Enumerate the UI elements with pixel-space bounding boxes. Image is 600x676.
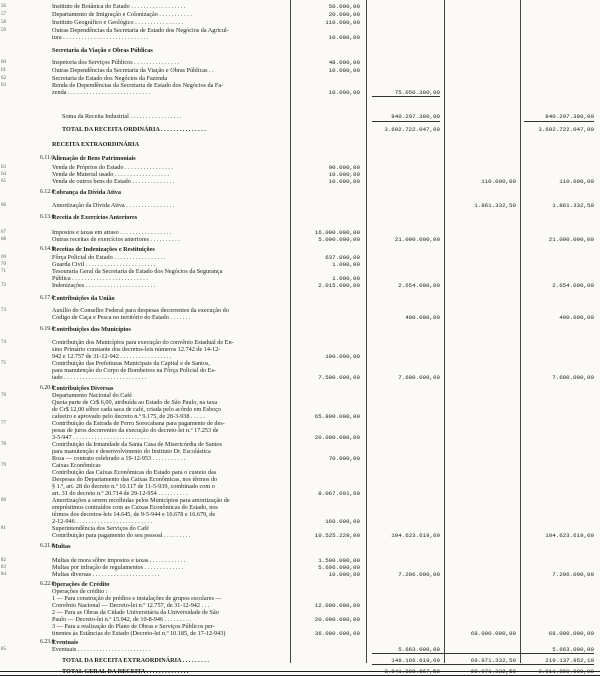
table-row: [0, 235, 600, 244]
amount-col-1: 20.000.000,00: [314, 616, 360, 623]
amount-col-1: 50.000,00: [328, 3, 360, 10]
amount-col-1: 100.000,00: [325, 353, 360, 360]
amount-col-1: 90.000,00: [328, 164, 360, 171]
amount-col-2: 3.841.888.667,50: [384, 668, 440, 675]
amount-col-2: 21.000.000,00: [394, 236, 440, 243]
amount-col-1: 10.000,00: [328, 171, 360, 178]
table-row: [0, 88, 600, 97]
line-description: têrmos dos decretos-leis 14.645, de 9-5-944 e 16.678 e 16.679, de: [52, 511, 216, 518]
table-row: [0, 213, 600, 222]
amount-col-3: 68.000.000,00: [470, 630, 516, 637]
amount-col-1: 70.000,00: [328, 455, 360, 462]
line-description: zenda . . . . . . . . . . . . . . . . . . . . . . . . . . .: [52, 89, 150, 96]
table-row: [0, 177, 600, 186]
line-description: Inspetoria dos Serviços Públicos . . . . . . . . . . . . . . .: [52, 59, 180, 66]
line-description: Contribuições dos Municípios: [52, 326, 131, 333]
line-description: cafeeiro e aprovado pelo decreto n.º 9.175, de 28-3-938 . . . . .: [52, 413, 205, 420]
line-number: 62: [1, 76, 6, 81]
line-description: sino Primário constante dos decretos-leis números 12.742 de 14-12-: [52, 346, 221, 353]
amount-col-4: 219.137.952,10: [545, 657, 594, 664]
line-description: RECEITA EXTRAORDINÁRIA: [52, 141, 140, 148]
table-row: [0, 629, 600, 638]
line-description: Contribuição das Caixas Econômicas do Estado para o custeio das: [52, 469, 217, 476]
line-description: de Cr$ 12,00 sôbre cada saca de café, criada pelo acôrdo em Esboço: [52, 406, 222, 413]
line-description: Alienação de Bens Patrimoniais: [52, 155, 136, 162]
line-description: Amortizações a serem recolhidas pelos Municípios para amortização de: [52, 497, 230, 504]
line-number: 85: [1, 647, 6, 652]
line-description: Venda de Próprios do Estado . . . . . . . . . . . . . . . .: [52, 164, 173, 171]
line-description: Secretaria da Viação e Obras Públicas: [52, 47, 153, 54]
amount-col-2: 7.206.000,00: [398, 571, 440, 578]
amount-col-1: 10.000,00: [328, 178, 360, 185]
amount-col-2: 75.050.380,00: [394, 89, 440, 96]
line-description: Tesouraria Geral da Secretaria de Estado dos Negócios da Segurança: [52, 268, 223, 275]
line-description: Contribuição da Estrada de Ferro Sorocabana para pagamento de des-: [52, 420, 225, 427]
line-number: 66: [1, 203, 6, 208]
amount-col-1: 65.800.000,00: [314, 413, 360, 420]
line-description: Operações de crédito :: [52, 588, 108, 595]
amount-col-4: 21.000.000,00: [548, 236, 594, 243]
line-description: Auxílio do Conselho Federal para despesas decorrentes da execução do: [52, 307, 229, 314]
line-description: Eventuais . . . . . . . . . . . . . . . . . . . . . . . .: [52, 646, 151, 653]
line-number: 75: [1, 361, 6, 366]
table-row: [0, 542, 600, 551]
section-code: 6.21.0: [40, 543, 55, 549]
table-row: [0, 281, 600, 290]
line-number: 72: [1, 283, 6, 288]
line-number: 82: [1, 558, 6, 563]
table-row: [0, 570, 600, 579]
table-row: [0, 294, 600, 303]
line-description: Multas diversas . . . . . . . . . . . . . . . . . . . . . .: [52, 571, 160, 578]
line-description: Soma da Receita Industrial . . . . . . . . . . . . . . . . .: [62, 113, 182, 120]
line-description: 3 — Para a realização do Plano de Obras e Serviços Públicos per-: [52, 623, 215, 630]
line-description: 1 — Para construção de prédios e instalações de grupos escolares —: [52, 595, 222, 602]
line-number: 63: [1, 165, 6, 170]
line-number: 83: [1, 565, 6, 570]
line-description: 2 — Para as Obras da Cidade Universitária da Universidade de São: [52, 609, 219, 616]
amount-col-1: 1.000,00: [332, 275, 360, 282]
line-description: tado . . . . . . . . . . . . . . . . . . . . . . . . . . .: [52, 374, 147, 381]
section-code: 6.22.0: [40, 581, 55, 587]
line-number: 79: [1, 463, 6, 468]
amount-col-1: 1.500.000,00: [318, 557, 360, 564]
line-description: Pública . . . . . . . . . . . . . . . . . . . . . . . . .: [52, 275, 148, 282]
line-number: 57: [1, 12, 6, 17]
line-number: 84: [1, 572, 6, 577]
line-description: 2-12-946 . . . . . . . . . . . . . . . . . . . . . . . . .: [52, 518, 153, 525]
line-description: Quota parte de Cr$ 6,00, atribuída ao Estado de São Paulo, na taxa: [52, 399, 218, 406]
line-description: Eventuais: [52, 639, 79, 646]
line-description: Contribuição das Prefeituras Municipais da Capital e de Santos,: [52, 360, 210, 367]
section-code: 6.20.0: [40, 385, 55, 391]
line-number: 74: [1, 340, 6, 345]
subtotal-rule: [524, 121, 594, 122]
line-number: 73: [1, 308, 6, 313]
line-description: Secretaria de Estado dos Negócios da Fazenda: [52, 75, 168, 82]
table-row: [0, 373, 600, 382]
amount-col-1: 20.000.000,00: [314, 434, 360, 441]
line-description: Instituto Geográfico e Geológico . . . . . . . . . . . . . . . .: [52, 19, 184, 26]
line-description: Contribuição dos Municípios para execução do convênio Estadual de En-: [52, 339, 234, 346]
line-description: Instituto de Botânica do Estado . . . . . . . . . . . . . . . . . .: [52, 3, 186, 10]
line-number: 63: [1, 83, 6, 88]
line-number: 70: [1, 262, 6, 267]
subtotal-rule: [372, 121, 440, 122]
line-number: 81: [1, 526, 6, 531]
line-description: Venda de outros bens do Estado . . . . . . . . . . . . . .: [52, 178, 175, 185]
line-description: tura . . . . . . . . . . . . . . . . . . . . . . . . . . . .: [52, 34, 149, 41]
line-description: Caixas Econômicas: [52, 462, 101, 469]
table-row: [0, 33, 600, 42]
amount-col-1: 2.015.000,00: [318, 282, 360, 289]
line-number: 68: [1, 237, 6, 242]
line-description: Contribuições Diversas: [52, 385, 114, 392]
amount-col-1: 10.525.228,00: [314, 532, 360, 539]
amount-col-1: 10.000,00: [328, 67, 360, 74]
line-number: 80: [1, 498, 6, 503]
table-row: [0, 201, 600, 210]
line-description: Receitas de Indenizações e Restituições: [52, 246, 155, 253]
section-code: 6.23.0: [40, 639, 55, 645]
line-description: art. 31 do decreto n.º 20.714 de 29-12-954 . . . . . . . . . .: [52, 490, 188, 497]
amount-col-2: 3.692.722.047,00: [384, 126, 440, 133]
line-number: 56: [1, 4, 6, 9]
amount-col-1: 637.000,00: [325, 254, 360, 261]
line-description: para manutenção e desenvolvimento do Instituto Dr. Escolástica: [52, 448, 211, 455]
amount-col-4: 5.663.000,00: [552, 646, 594, 653]
line-description: Outras Dependências da Secretaria de Estado dos Negócios da Agricul-: [52, 27, 229, 34]
line-number: 59: [1, 28, 6, 33]
line-number: 64: [1, 172, 6, 177]
amount-col-3: 69.971.332,50: [470, 657, 516, 664]
line-description: 3-5-947 . . . . . . . . . . . . . . . . . . . . . . . . .: [52, 434, 149, 441]
amount-col-1: 10.000,00: [328, 571, 360, 578]
line-description: Receita de Exercícios Anteriores: [52, 214, 138, 221]
table-row: [0, 46, 600, 55]
table-row: [0, 188, 600, 197]
line-description: Multas por infração de regulamentos . . . . . . . . . . . . .: [52, 564, 184, 571]
amount-col-1: 10.000,00: [328, 34, 360, 41]
line-description: para manutenção do Corpo de Bombeiros na Fôrça Policial do Es-: [52, 367, 216, 374]
amount-col-4: 2.654.000,00: [552, 282, 594, 289]
amount-col-4: 110.000,00: [559, 178, 594, 185]
amount-col-2: 840.297.380,00: [391, 113, 440, 120]
section-code: 6.14.0: [40, 246, 55, 252]
table-row: [0, 313, 600, 322]
amount-col-1: 110.000,00: [325, 19, 360, 26]
table-row: [0, 531, 600, 540]
section-code: 6.13.0: [40, 214, 55, 220]
line-description: tinentes às Estâncias do Estado (Decreto-lei n.º 10.185, de 17-12-943): [52, 630, 226, 637]
line-description: § 1.º, art. 28 do decreto n.º 10.117 de 11-5-939, combinado com o: [52, 483, 215, 490]
line-description: empréstimos contraídos com as Caixas Econômicas do Estado, nos: [52, 504, 218, 511]
line-description: 942 e 12.757 de 31-12-942 . . . . . . . . . . . . . . . . .: [52, 353, 172, 360]
line-description: Renda de Dependências da Secretaria de Estado dos Negócios da Fa-: [52, 82, 224, 89]
amount-col-1: 1.000,00: [332, 261, 360, 268]
amount-col-4: 7.206.000,00: [552, 571, 594, 578]
line-number: 58: [1, 20, 6, 25]
line-description: Multas: [52, 543, 71, 550]
amount-col-4: 400.000,00: [559, 314, 594, 321]
line-number: 77: [1, 421, 6, 426]
line-description: Outras Dependências da Secretaria da Viação e Obras Públicas . .: [52, 67, 214, 74]
line-description: Guarda Civil . . . . . . . . . . . . . . . . . . . . . . .: [52, 261, 156, 268]
line-description: Paulo — Decreto-lei n.º 15.942, de 10-8-946 . . . . . . . . .: [52, 616, 191, 623]
table-row: [0, 154, 600, 163]
line-description: Departamento Nacional do Café: [52, 392, 132, 399]
amount-col-3: 1.861.332,50: [474, 202, 516, 209]
line-number: 78: [1, 442, 6, 447]
line-number: 69: [1, 255, 6, 260]
table-row: [0, 645, 600, 654]
line-number: 65: [1, 179, 6, 184]
amount-col-2: 2.654.000,00: [398, 282, 440, 289]
line-description: Superintendência dos Serviços do Café: [52, 525, 149, 532]
line-description: Contribuição da Irmandade da Santa Casa de Misericórdia de Santos: [52, 441, 222, 448]
line-description: Departamento de Imigração e Colonização . . . . . . . . . . .: [52, 11, 192, 18]
amount-col-1: 160.000,00: [325, 518, 360, 525]
table-row: [0, 125, 600, 134]
line-number: 67: [1, 230, 6, 235]
line-number: 60: [1, 60, 6, 65]
amount-col-4: 68.000.000,00: [548, 630, 594, 637]
table-row: [0, 112, 600, 121]
line-description: Amortização da Dívida Ativa . . . . . . . . . . . . . . . .: [52, 202, 175, 209]
amount-col-4: 3.911.860.000,00: [538, 668, 594, 675]
amount-col-2: 400.000,00: [405, 314, 440, 321]
line-description: Operações de Crédito: [52, 581, 110, 588]
line-description: Código de Caça e Pesca no território do Estado . . . . . . .: [52, 314, 191, 321]
line-description: Fôrça Policial do Estado . . . . . . . . . . . . . . . . .: [52, 254, 166, 261]
line-description: Despesas do Departamento das Caixas Econômicas, nos têrmos do: [52, 476, 218, 483]
amount-col-1: 20.000,00: [328, 11, 360, 18]
line-description: Venda de Material usado . . . . . . . . . . . . . . . . . .: [52, 171, 170, 178]
amount-col-3: 110.000,00: [481, 178, 516, 185]
line-description: Rosa — contrato celebrado a 19-12-953 . . . . . . . . . . .: [52, 455, 186, 462]
amount-col-1: 12.000.000,00: [314, 602, 360, 609]
line-description: Contribuição para pagamento do seu pessoal . . . . . . . . .: [52, 532, 191, 539]
line-number: 61: [1, 68, 6, 73]
amount-col-4: 840.297.380,00: [545, 113, 594, 120]
line-description: Multas de mora sôbre impostos e taxas . . . . . . . . . . . .: [52, 557, 186, 564]
line-description: Contribuições da União: [52, 295, 115, 302]
amount-col-2: 7.600.000,00: [398, 374, 440, 381]
line-description: pesas de juros decorrentes da execução do decreto-lei n.º 17.253 de: [52, 427, 219, 434]
amount-col-4: 104.623.619,60: [545, 532, 594, 539]
section-code: 6.12.0: [40, 189, 55, 195]
line-number: 76: [1, 393, 6, 398]
amount-col-4: 3.692.722.047,00: [538, 126, 594, 133]
amount-col-3: 69.971.332,50: [470, 668, 516, 675]
line-description: Indenizações . . . . . . . . . . . . . . . . . . . . . . .: [52, 282, 156, 289]
line-description: Convênio Nacional — Decreto-lei n.º 12.757, de 31-12-942 . . .: [52, 602, 210, 609]
line-number: 71: [1, 269, 6, 274]
amount-col-2: 149.166.619,60: [391, 657, 440, 664]
amount-col-2: 104.623.619,60: [391, 532, 440, 539]
section-code: 6.17.0: [40, 295, 55, 301]
table-row: [0, 140, 600, 149]
amount-col-1: 7.500.000,00: [318, 374, 360, 381]
amount-col-1: 36.000.000,00: [314, 630, 360, 637]
amount-col-1: 5.000.000,00: [318, 236, 360, 243]
amount-col-2: 5.663.000,00: [398, 646, 440, 653]
section-code: 6.19.0: [40, 326, 55, 332]
line-description: TOTAL DA RECEITA ORDINÁRIA . . . . . . . . . . . . . . .: [62, 126, 206, 133]
line-description: TOTAL DA RECEITA EXTRAORDINÁRIA . . . . . . . . .: [62, 657, 209, 664]
amount-col-4: 7.600.000,00: [552, 374, 594, 381]
line-description: Impostos e taxas em atraso . . . . . . . . . . . . . . . . .: [52, 229, 172, 236]
amount-col-1: 8.067.691,60: [318, 490, 360, 497]
section-code: 6.11.0: [40, 155, 55, 161]
amount-col-1: 16.000.000,00: [314, 229, 360, 236]
amount-col-1: 10.000,00: [328, 89, 360, 96]
amount-col-4: 1.861.332,50: [552, 202, 594, 209]
line-description: TOTAL GERAL DA RECEITA . . . . . . . . . . . . . .: [62, 668, 189, 675]
amount-col-1: 5.696.000,00: [318, 564, 360, 571]
table-row: [0, 656, 600, 665]
table-row: [0, 325, 600, 334]
amount-col-1: 48.000,00: [328, 59, 360, 66]
line-description: Cobrança da Dívida Ativa: [52, 189, 121, 196]
line-description: Outras receitas de exercícios anteriores . . . . . . . . . .: [52, 236, 180, 243]
